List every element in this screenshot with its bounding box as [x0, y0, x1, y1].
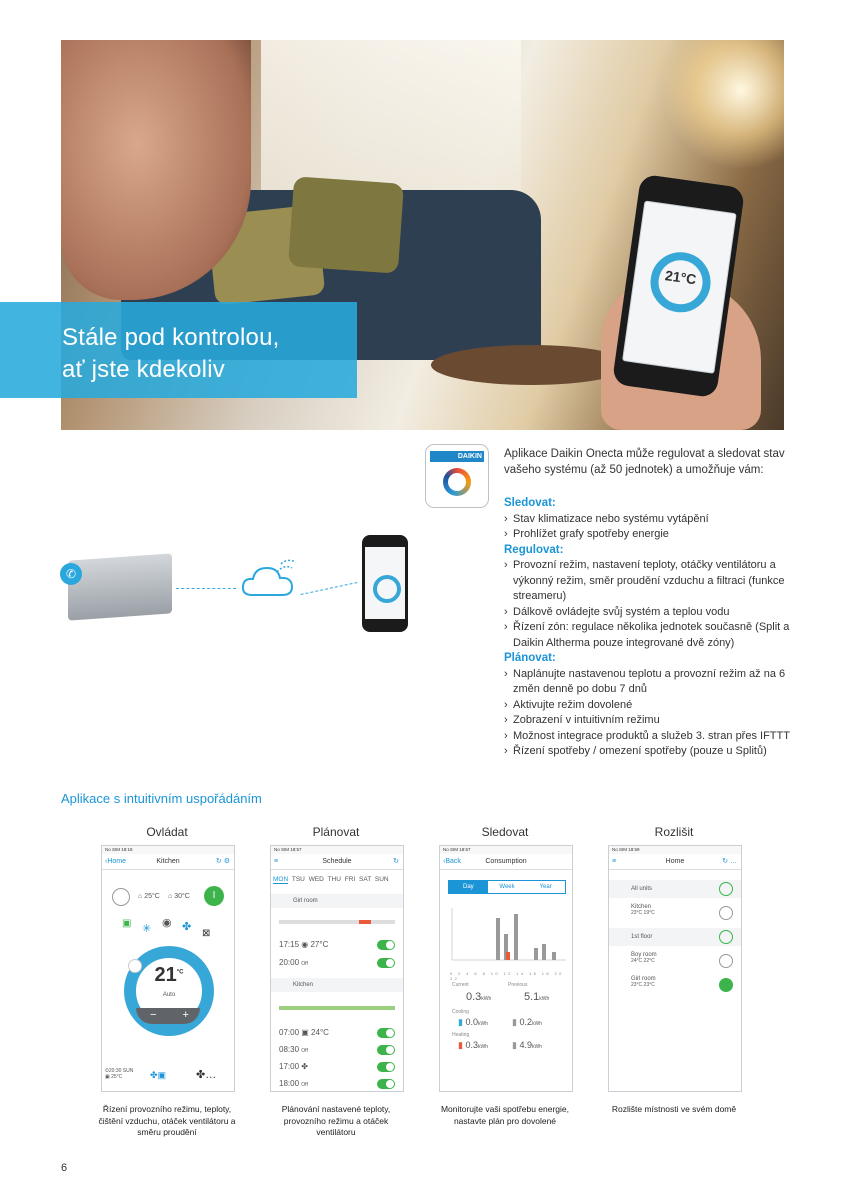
schedule-row: 20:00 Off: [279, 958, 395, 967]
schedule-timeline: [279, 1006, 395, 1010]
hero-phone-temp: 21°C: [664, 267, 698, 288]
cooling-label: Cooling: [452, 1009, 469, 1015]
current-label: Current: [452, 982, 469, 988]
list-item: › Zobrazení v intuitivním režimu: [504, 713, 804, 729]
nav-bar: [102, 854, 234, 870]
nav-bar: [271, 854, 403, 870]
heating-current: ▮ 0.3kWh: [458, 1040, 488, 1050]
power-status-icon: [112, 888, 130, 906]
day-tabs[interactable]: MON TSU WED THU FRI SAT SUN: [273, 876, 389, 883]
power-button[interactable]: [719, 978, 733, 992]
screen-consumption: [439, 845, 573, 1092]
current-value: 0.3kWh: [466, 991, 492, 1003]
screen-title: Kitchen: [156, 858, 180, 865]
mode-heat-icon[interactable]: ⊠: [202, 928, 211, 939]
power-button[interactable]: [719, 906, 733, 920]
caption: Plánování nastavené teploty, provozního režimu a otáček ventilátoru: [281, 1104, 391, 1137]
list-item-kitchen[interactable]: Kitchen 23°C 19°C: [631, 904, 655, 916]
list-item: › Aktivujte režim dovolené: [504, 698, 804, 714]
schedule-row: 08:30 Off: [279, 1045, 395, 1054]
mode-cool-icon[interactable]: ✳: [142, 923, 152, 935]
refresh-more-icon[interactable]: ↻ …: [722, 858, 737, 865]
caption: Řízení provozního režimu, teploty, čištění vzduchu, otáček ventilátoru a směru proudění: [98, 1104, 236, 1137]
menu-icon[interactable]: ≡: [274, 858, 279, 865]
mode-fan-icon[interactable]: ✤: [182, 921, 192, 933]
toggle[interactable]: [377, 940, 395, 950]
back-button[interactable]: ‹Back: [443, 858, 461, 865]
cooling-current: ▮ 0.0kWh: [458, 1017, 488, 1027]
section-title: Plánovat:: [504, 652, 556, 664]
title-banner: [0, 302, 357, 398]
refresh-settings-icon[interactable]: ↻ ⚙: [215, 858, 230, 865]
power-button[interactable]: [719, 882, 733, 896]
intro-text: Aplikace Daikin Onecta může regulovat a sledovat stav vašeho systému (až 50 jednotek) a umožňuje vám:: [504, 448, 785, 476]
column-title: Ovládat: [146, 825, 188, 839]
sunlight: [661, 40, 784, 170]
chart-bar: [542, 944, 546, 960]
chart-bar: [506, 952, 510, 960]
schedule-row: 17:00 ✤: [279, 1062, 395, 1071]
caption: Monitorujte vaši spotřebu energie, nastavte plán pro dovolené: [440, 1104, 570, 1126]
toggle[interactable]: [377, 1045, 395, 1055]
screen-control: [101, 845, 235, 1092]
column-title: Rozlišit: [654, 825, 694, 839]
indoor-temp: ⌂ 25°C: [138, 893, 160, 900]
banner-line-1: Stále pod kontrolou,: [62, 324, 280, 351]
list-item: › Možnost integrace produktů a služeb 3. stran přes IFTTT: [504, 729, 804, 745]
toggle[interactable]: [377, 958, 395, 968]
room-header[interactable]: Kitchen: [271, 978, 403, 992]
list-item: › Prohlížet grafy spotřeby energie: [504, 527, 804, 543]
chart-bar: [552, 952, 556, 960]
section-title: Sledovat:: [504, 497, 556, 509]
screen-home: [608, 845, 742, 1092]
fan-speed-icon[interactable]: ✤…: [196, 1069, 217, 1081]
list-item-all-units[interactable]: All units: [609, 880, 741, 898]
chart-bar: [496, 918, 500, 960]
period-tabs[interactable]: Day Week Year: [448, 880, 566, 894]
wifi-icon: [272, 550, 302, 578]
connection-diagram: [60, 530, 420, 640]
list-item: › Dálkově ovládejte svůj systém a teplou vodu: [504, 605, 804, 621]
section-subheading: Aplikace s intuitivním uspořádáním: [61, 791, 262, 806]
mode-auto-icon[interactable]: ▣: [122, 918, 132, 929]
toggle[interactable]: [377, 1079, 395, 1089]
column-title: Plánovat: [312, 825, 360, 839]
list-item: › Naplánujte nastavenou teplotu a provozní režim až na 6 změn denně po dobu 7 dnů: [504, 667, 804, 698]
power-button[interactable]: [719, 954, 733, 968]
heating-previous: ▮ 4.9kWh: [512, 1040, 542, 1050]
list-item-boy-room[interactable]: Boy room 24°C 22°C: [631, 952, 657, 964]
screen-title: Home: [665, 858, 685, 865]
x-axis-ticks: 0 2 4 6 8 10 12 14 16 18 20 22: [450, 971, 564, 981]
screen-title: Schedule: [322, 858, 352, 865]
air-conditioner-unit: [68, 553, 172, 620]
chart-bar: [534, 948, 538, 960]
screen-title: Consumption: [485, 858, 527, 865]
list-item: › Provozní režim, nastavení teploty, otáčky ventilátoru a výkonný režim, směr proudění vzduchu a filtraci (funkce streameru): [504, 558, 804, 605]
toggle[interactable]: [377, 1028, 395, 1038]
list-item: › Řízení zón: regulace několika jednotek současně (Split a Daikin Altherma pouze integrované dvě zóny): [504, 620, 804, 651]
onecta-app-icon: [425, 444, 489, 508]
wifi-adapter-icon: ✆: [60, 563, 82, 585]
list-item-first-floor[interactable]: 1st floor: [609, 928, 741, 946]
mode-dry-icon[interactable]: ◉: [162, 917, 172, 929]
page-number: 6: [61, 1162, 68, 1174]
increase-button: +: [182, 1009, 189, 1021]
power-button[interactable]: [719, 930, 733, 944]
schedule-row: 18:00 Off: [279, 1079, 395, 1088]
toggle[interactable]: [377, 1062, 395, 1072]
status-bar: No SIM 18:57: [440, 846, 572, 854]
schedule-row: 07:00 ▣ 24°C: [279, 1028, 395, 1037]
menu-icon[interactable]: ≡: [612, 858, 617, 865]
previous-value: 5.1kWh: [524, 991, 550, 1003]
connection-line: [301, 582, 358, 595]
heating-label: Heating: [452, 1032, 470, 1038]
refresh-icon[interactable]: ↻: [393, 858, 399, 865]
screen-schedule: [270, 845, 404, 1092]
connection-line: [176, 588, 236, 589]
status-bar: No SIM 18:59: [609, 846, 741, 854]
previous-label: Previous: [508, 982, 528, 988]
daikin-logo: DAIKIN: [430, 451, 484, 462]
nav-bar: [440, 854, 572, 870]
pillow: [288, 176, 404, 273]
list-item-girl-room[interactable]: Girl room 23°C 23°C: [631, 976, 656, 988]
caption: Rozlište místnosti ve svém domě: [611, 1104, 737, 1114]
outdoor-temp: ⌂ 30°C: [168, 893, 190, 900]
onecta-ring-icon: [443, 468, 471, 496]
column-title: Sledovat: [481, 825, 529, 839]
banner-line-2: ať jste kdekoliv: [62, 356, 225, 383]
power-button[interactable]: I: [204, 886, 224, 906]
list-item: › Stav klimatizace nebo systému vytápění: [504, 512, 804, 528]
status-bar: No SIM 18:18: [102, 846, 234, 854]
list-item: › Řízení spotřeby / omezení spotřeby (pouze u Splitů): [504, 744, 804, 760]
mode-label: Auto: [162, 992, 176, 998]
cooling-previous: ▮ 0.2kWh: [512, 1017, 542, 1027]
nav-bar: [609, 854, 741, 870]
section-title: Regulovat:: [504, 543, 564, 556]
back-button[interactable]: ‹Home: [105, 858, 127, 865]
fan-swing-icon[interactable]: ✤▣: [150, 1070, 167, 1080]
schedule-row: 17:15 ◉ 27°C: [279, 940, 395, 949]
smartphone: [362, 535, 408, 632]
schedule-info: ⏲20:30 SUN ▣ 25°C: [105, 1068, 134, 1080]
chart-bar: [514, 914, 518, 960]
consumption-chart: [448, 904, 568, 970]
status-bar: No SIM 18:57: [271, 846, 403, 854]
set-temperature: $21^{^\circ C}$: [154, 964, 184, 986]
schedule-timeline: [279, 920, 395, 924]
feature-list: [504, 496, 804, 760]
decrease-button: −: [150, 1009, 157, 1021]
room-header[interactable]: Girl room: [271, 894, 403, 908]
temp-stepper[interactable]: [136, 1008, 200, 1024]
